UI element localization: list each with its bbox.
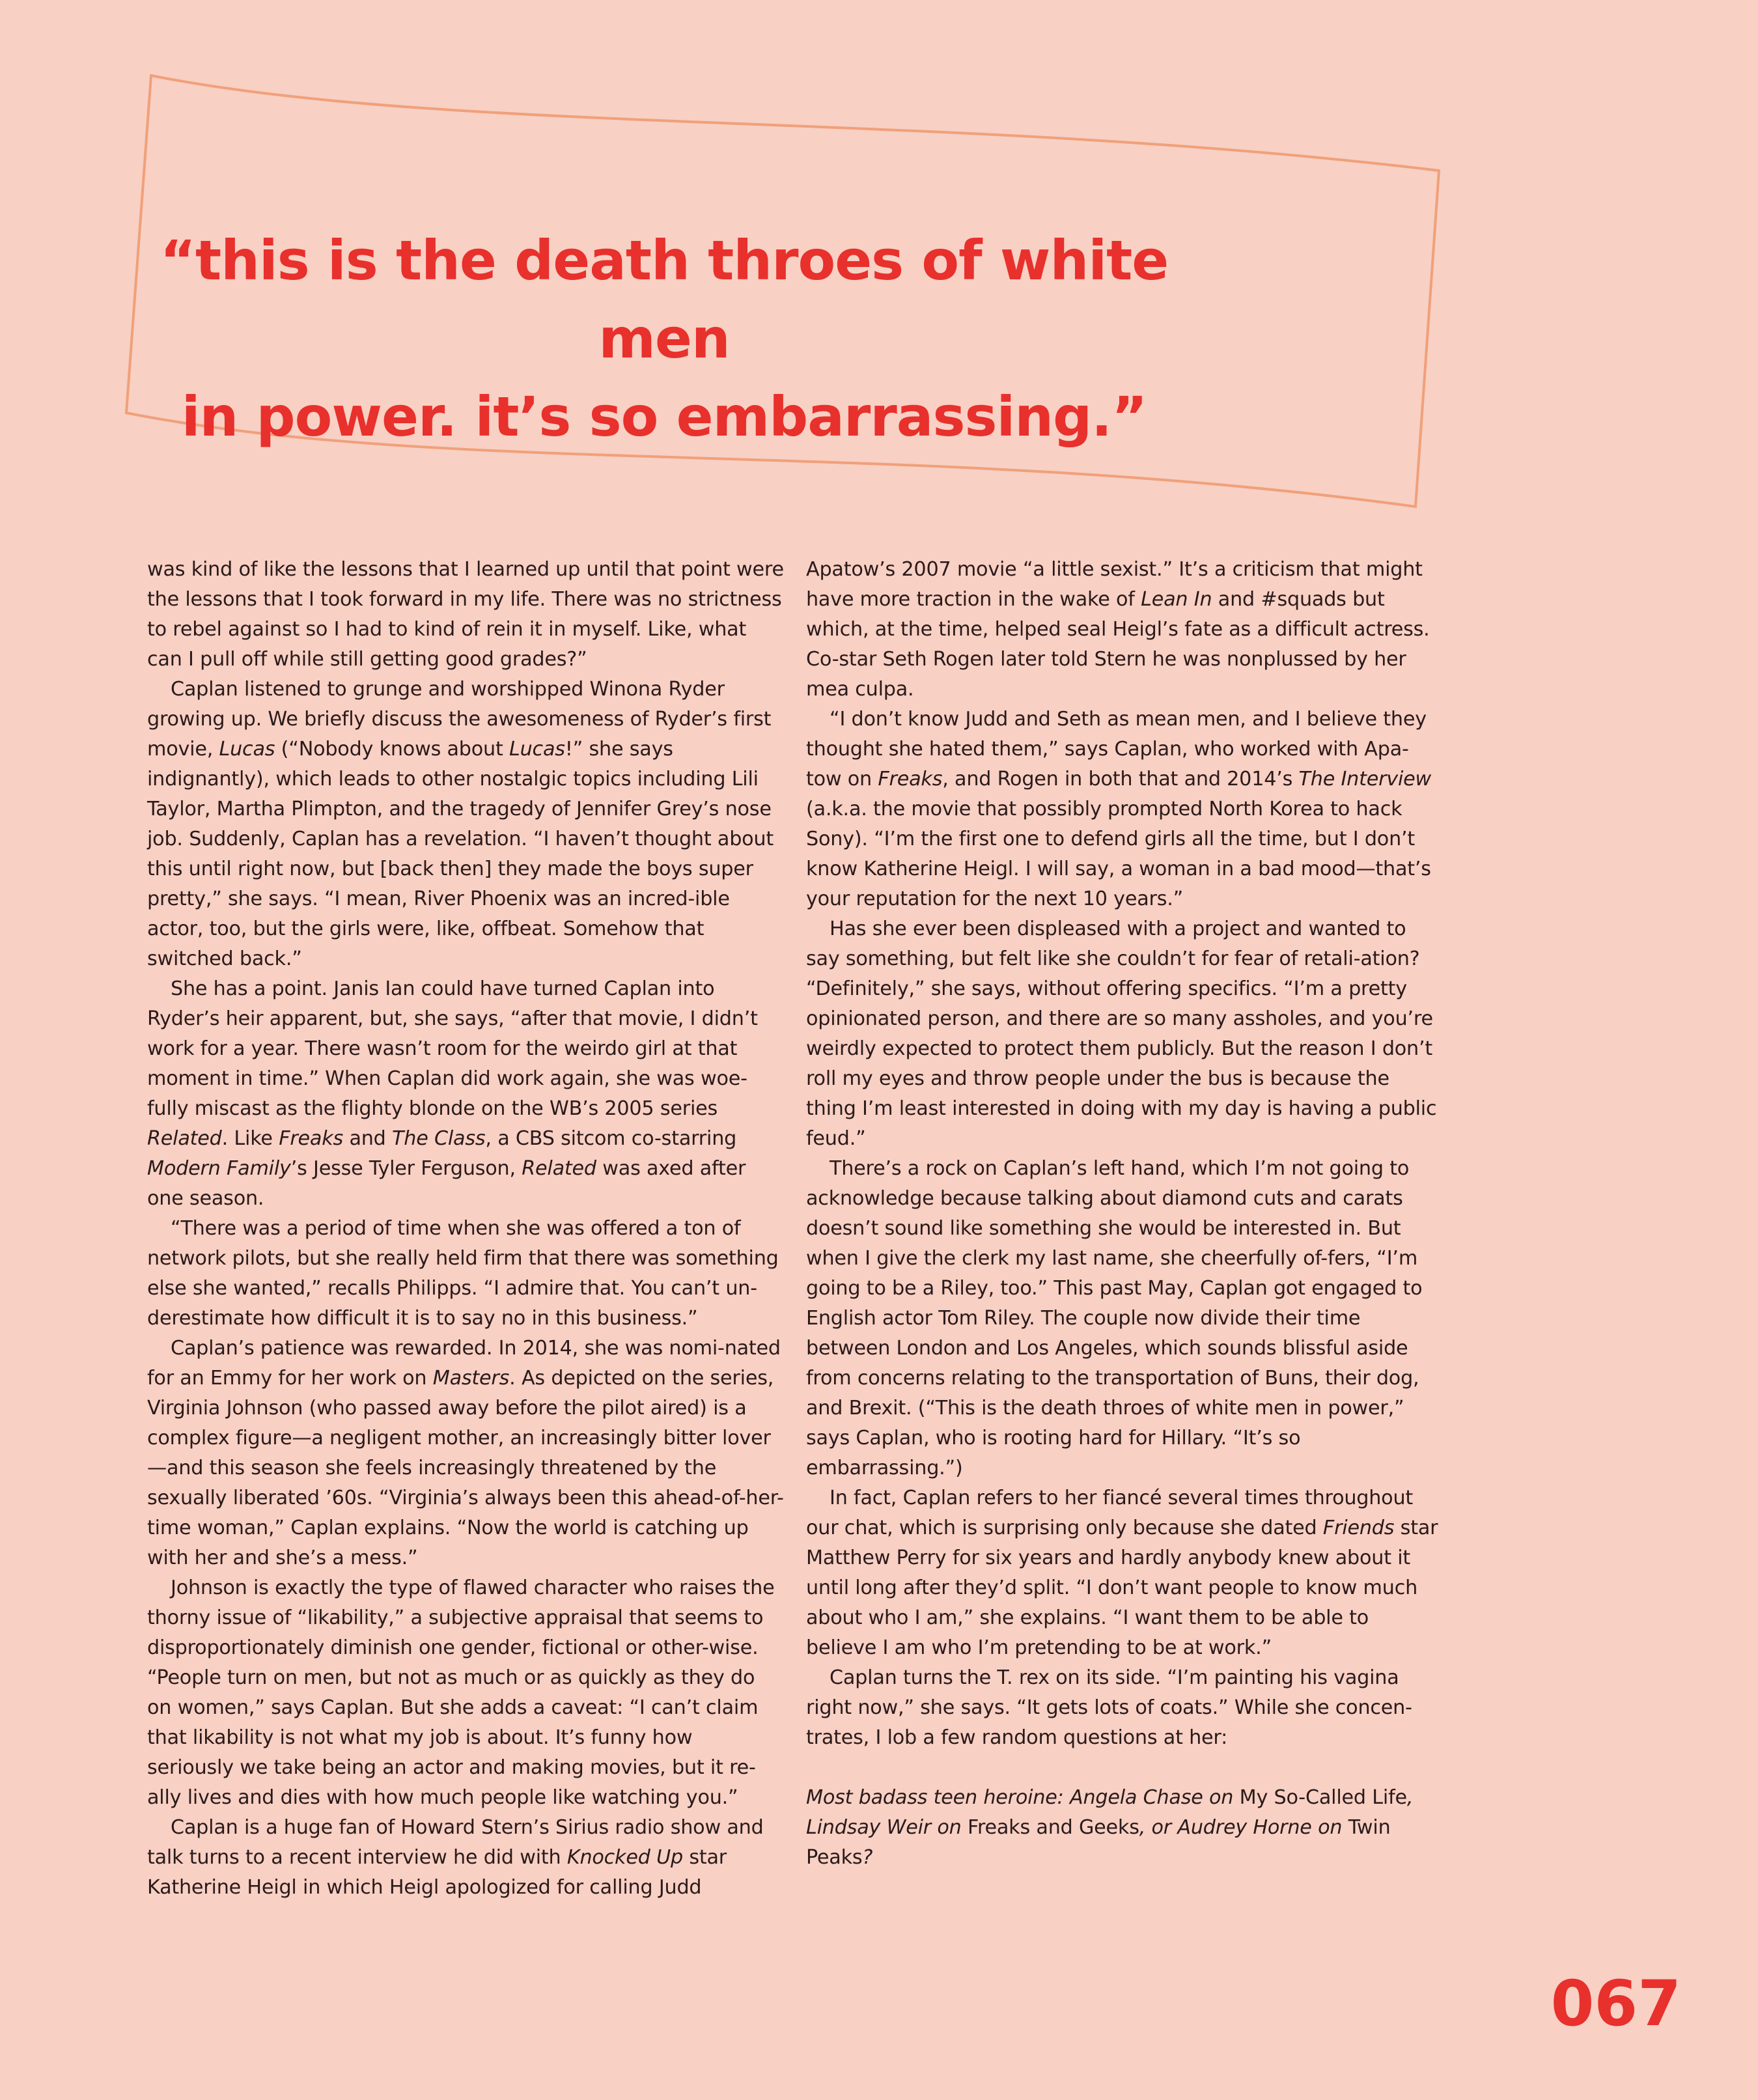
paragraph: In fact, Caplan refers to her fiancé several times throughout our chat, which is surprising only because she dated Friends star Matthew Perry for six years and hardly anybody knew about it until long after they’d split. “I don’t want people to know much about who I am,” she explains. “I want them to be able to believe I am who I’m pretending to be at work.” <box>806 1487 1438 1659</box>
paragraph: She has a point. Janis Ian could have turned Caplan into Ryder’s heir apparent, but, she says, “after that movie, I didn’t work for a year. There wasn’t room for the weirdo girl at that moment in time.” When Caplan did work again, she was woe-fully miscast as the flighty blonde on the WB’s 2005 series Related. Like Freaks and The Class, a CBS sitcom co-starring Modern Family’s Jesse Tyler Ferguson, Related was axed after one season. <box>147 977 758 1210</box>
article-column-left <box>147 555 784 1903</box>
paragraph: “There was a period of time when she was offered a ton of network pilots, but she really held firm that there was something else she wanted,” recalls Philipps. “I admire that. You can’t un-derestimate how difficult it is to say no in this business.” <box>147 1217 779 1330</box>
paragraph: Apatow’s 2007 movie “a little sexist.” It’s a criticism that might have more traction in the wake of Lean In and #squads but which, at the time, helped seal Heigl’s fate as a difficult actress. Co-star Seth Rogen later told Stern he was nonplussed by her mea culpa. <box>806 558 1430 701</box>
paragraph: Caplan is a huge fan of Howard Stern’s Sirius radio show and talk turns to a recent interview he did with Knocked Up star Katherine Heigl in which Heigl apologized for calling Judd <box>147 1816 764 1899</box>
paragraph: Caplan listened to grunge and worshipped Winona Ryder growing up. We briefly discuss the awesomeness of Ryder’s first movie, Lucas (“Nobody knows about Lucas!” she says indignantly), which leads to other nostalgic topics including Lili Taylor, Martha Plimpton, and the tragedy of Jennifer Grey’s nose job. Suddenly, Caplan has a revelation. “I haven’t thought about this until right now, but [back then] they made the boys super pretty,” she says. “I mean, River Phoenix was an incred-ible actor, too, but the girls were, like, offbeat. Somehow that switched back.” <box>147 678 774 970</box>
page-number: 067 <box>1550 1967 1681 2040</box>
pull-quote-line-2: in power. it’s so embarrassing.” <box>181 385 1147 449</box>
paragraph: Has she ever been displeased with a project and wanted to say something, but felt like she couldn’t for fear of retali-ation? “Definitely,” she says, without offering specifics. “I’m a pretty opinionated person, and there are so many assholes, and you’re weirdly expected to protect them publicly. But the reason I don’t roll my eyes and throw people under the bus is because the thing I’m least interested in doing with my day is having a public feud.” <box>806 917 1437 1150</box>
paragraph: “I don’t know Judd and Seth as mean men, and I believe they thought she hated them,” says Caplan, who worked with Apa-tow on Freaks, and Rogen in both that and 2014’s The Interview (a.k.a. the movie that possibly prompted North Korea to hack Sony). “I’m the first one to defend girls all the time, but I don’t know Katherine Heigl. I will say, a woman in a bad mood—that’s your reputation for the next 10 years.” <box>806 708 1432 910</box>
paragraph: was kind of like the lessons that I learned up until that point were the lessons that I took forward in my life. There was no strictness to rebel against so I had to kind of rein it in myself. Like, what can I pull off while still getting good grades?” <box>147 558 784 671</box>
paragraph: Johnson is exactly the type of flawed character who raises the thorny issue of “likability,” a subjective appraisal that seems to disproportionately diminish one gender, fictional or other-wise. “People turn on men, but not as much or as quickly as they do on women,” says Caplan. But she adds a caveat: “I can’t claim that likability is not what my job is about. It’s funny how seriously we take being an actor and making movies, but it re-ally lives and dies with how much people like watching you.” <box>147 1576 775 1809</box>
pull-quote-line-1: “this is the death throes of white men <box>160 229 1169 371</box>
article-column-right <box>806 555 1443 1873</box>
paragraph: Caplan turns the T. rex on its side. “I’m painting his vagina right now,” she says. “It gets lots of coats.” While she concen-trates, I lob a few random questions at her: <box>806 1666 1412 1749</box>
interview-question: Most badass teen heroine: Angela Chase on My So-Called Life, Lindsay Weir on Freaks and Geeks, or Audrey Horne on Twin Peaks? <box>806 1786 1414 1869</box>
paragraph: Caplan’s patience was rewarded. In 2014, she was nomi-nated for an Emmy for her work on Masters. As depicted on the series, Virginia Johnson (who passed away before the pilot aired) is a complex figure—a negligent mother, an increasingly bitter lover—and this season she feels increasingly threatened by the sexually liberated ’60s. “Virginia’s always been this ahead-of-her-time woman,” Caplan explains. “Now the world is catching up with her and she’s a mess.” <box>147 1337 784 1569</box>
paragraph: There’s a rock on Caplan’s left hand, which I’m not going to acknowledge because talking about diamond cuts and carats doesn’t sound like something she would be interested in. But when I give the clerk my last name, she cheerfully of-fers, “I’m going to be a Riley, too.” This past May, Caplan got engaged to English actor Tom Riley. The couple now divide their time between London and Los Angeles, which sounds blissful aside from concerns relating to the transportation of Buns, their dog, and Brexit. (“This is the death throes of white men in power,” says Caplan, who is rooting hard for Hillary. “It’s so embarrassing.”) <box>806 1157 1423 1479</box>
pull-quote <box>130 221 1198 456</box>
